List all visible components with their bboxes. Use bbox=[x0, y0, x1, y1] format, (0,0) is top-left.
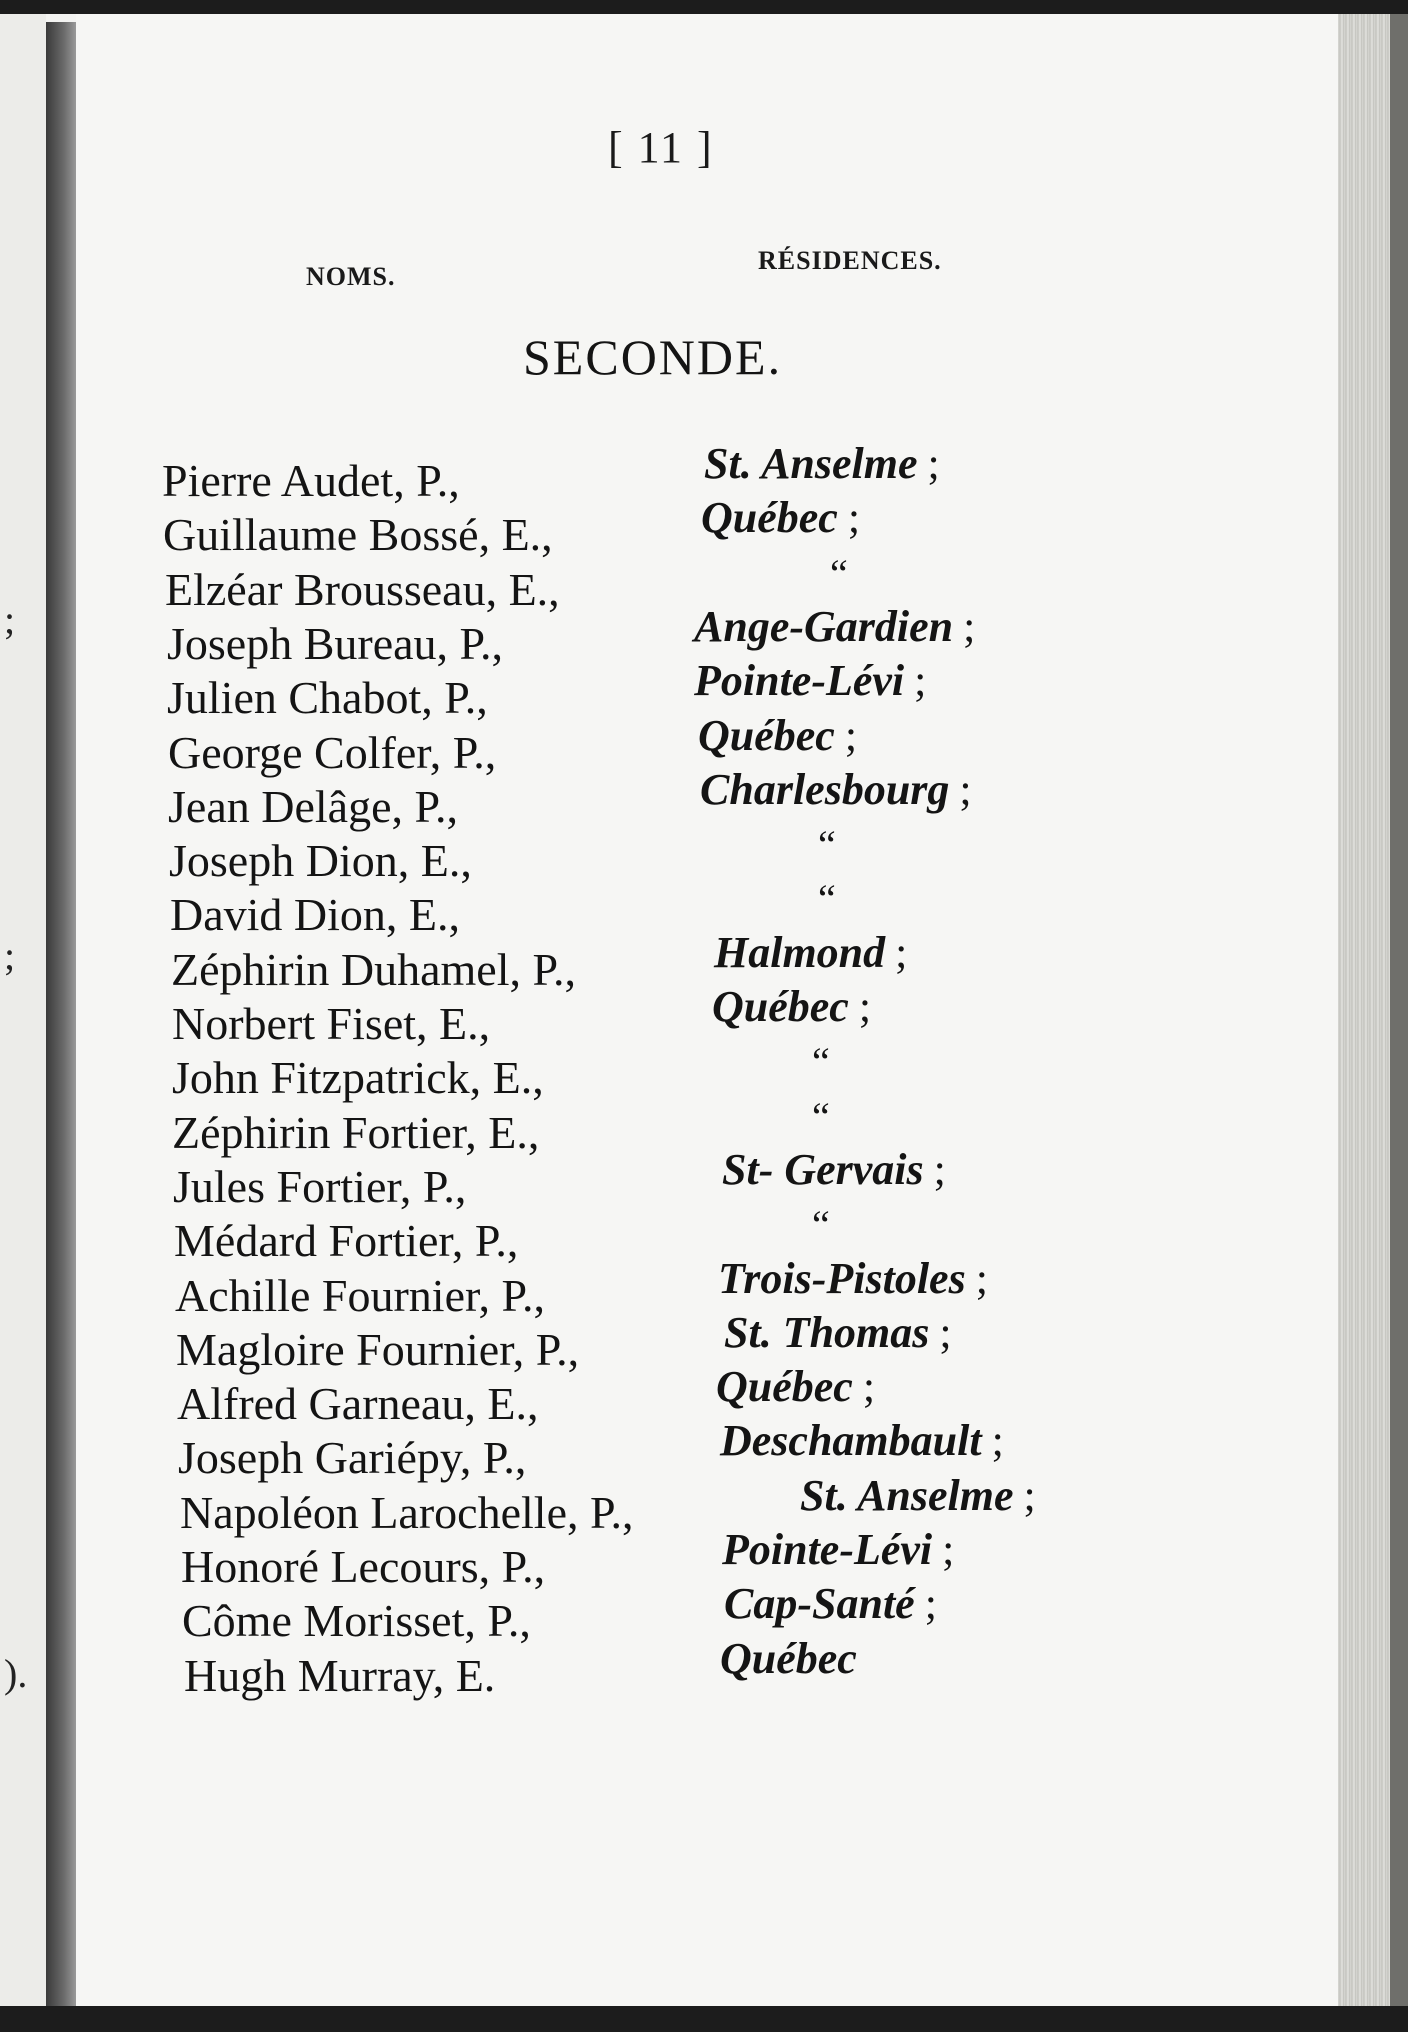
residence-separator: ; bbox=[959, 765, 972, 814]
residence-place: St. Anselme bbox=[704, 439, 918, 488]
entry-name: David Dion, E., bbox=[170, 889, 461, 940]
entry-name: Guillaume Bossé, E., bbox=[163, 509, 553, 560]
list-item bbox=[0, 551, 1338, 615]
residence-separator: ; bbox=[844, 711, 858, 760]
residence-separator: ; bbox=[991, 1416, 1004, 1465]
residence-separator: ; bbox=[1023, 1471, 1036, 1520]
residence-place: St. Anselme bbox=[800, 1471, 1014, 1520]
entry-residence bbox=[722, 1144, 946, 1195]
residence-place: Ange-Gardien bbox=[694, 602, 954, 651]
residence-place: Pointe-Lévi bbox=[722, 1525, 933, 1574]
list-item bbox=[0, 711, 1338, 778]
list-item bbox=[0, 1039, 1338, 1103]
residence-separator: ; bbox=[862, 1362, 876, 1411]
residence-separator: ; bbox=[924, 1579, 937, 1628]
residence-separator: ; bbox=[914, 656, 927, 705]
list-item bbox=[0, 1525, 1338, 1592]
entry-name: Joseph Bureau, P., bbox=[167, 618, 504, 669]
entry-residence bbox=[724, 1307, 952, 1358]
entry-residence bbox=[724, 1578, 937, 1629]
residence-place: Halmond bbox=[714, 928, 886, 977]
facing-page-mark: ). bbox=[4, 1651, 28, 1696]
list-item bbox=[0, 656, 1338, 723]
scan-frame-top bbox=[0, 0, 1408, 14]
entry-residence bbox=[720, 1633, 857, 1684]
entry-name: Julien Chabot, P., bbox=[167, 672, 488, 723]
list-item bbox=[0, 1308, 1338, 1375]
residence-separator: ; bbox=[975, 1254, 988, 1303]
entry-name: Zéphirin Duhamel, P., bbox=[171, 944, 576, 995]
entry-residence bbox=[698, 710, 857, 761]
entry-residence bbox=[830, 547, 848, 598]
entry-residence bbox=[722, 1524, 954, 1575]
list-item bbox=[0, 493, 1338, 560]
list-item bbox=[0, 602, 1338, 669]
residence-place: Trois-Pistoles bbox=[718, 1254, 966, 1303]
entry-residence bbox=[716, 1361, 875, 1412]
list-item bbox=[0, 1145, 1338, 1212]
residence-separator: ; bbox=[933, 1145, 946, 1194]
residences-column-header: RÉSIDENCES. bbox=[758, 246, 942, 275]
list-item bbox=[0, 1416, 1338, 1483]
list-item bbox=[0, 1254, 1338, 1321]
residence-place: Deschambault bbox=[720, 1416, 982, 1465]
residence-place: Québec bbox=[701, 493, 838, 542]
entry-name: Napoléon Larochelle, P., bbox=[180, 1487, 634, 1538]
list-item bbox=[0, 876, 1338, 940]
list-item bbox=[0, 1579, 1338, 1646]
entry-name: Elzéar Brousseau, E., bbox=[165, 564, 560, 615]
residence-place: Pointe-Lévi bbox=[694, 656, 905, 705]
entry-residence bbox=[694, 601, 975, 652]
entry-name: Joseph Gariépy, P., bbox=[178, 1432, 527, 1483]
list-item bbox=[0, 1202, 1338, 1266]
entry-name: Zéphirin Fortier, E., bbox=[172, 1107, 540, 1158]
entry-residence bbox=[694, 655, 926, 706]
entry-residence bbox=[704, 438, 940, 489]
entry-name: Magloire Fournier, P., bbox=[176, 1324, 580, 1375]
list-item bbox=[0, 1634, 1338, 1701]
ditto-mark: “ bbox=[812, 1202, 830, 1247]
entry-residence bbox=[800, 1470, 1036, 1521]
entry-name: Hugh Murray, E. bbox=[184, 1650, 496, 1701]
entry-residence bbox=[720, 1415, 1004, 1466]
scan-frame-bottom bbox=[0, 2006, 1408, 2032]
entry-residence bbox=[718, 1253, 988, 1304]
ditto-mark: “ bbox=[830, 551, 848, 596]
entry-name: Pierre Audet, P., bbox=[162, 455, 460, 506]
entry-residence bbox=[712, 981, 871, 1032]
entry-residence bbox=[700, 764, 972, 815]
ditto-mark: “ bbox=[812, 1094, 830, 1139]
entry-name: Médard Fortier, P., bbox=[174, 1215, 519, 1266]
entry-residence bbox=[812, 1090, 830, 1141]
list-item bbox=[0, 1362, 1338, 1429]
page-number: [ 11 ] bbox=[608, 123, 714, 172]
residence-place: Québec bbox=[720, 1634, 857, 1683]
residence-place: Cap-Santé bbox=[724, 1579, 915, 1628]
residence-separator: ; bbox=[858, 982, 872, 1031]
entry-name: Côme Morisset, P., bbox=[182, 1595, 531, 1646]
entry-name: Alfred Garneau, E., bbox=[177, 1378, 539, 1429]
entry-residence bbox=[818, 872, 836, 923]
residence-place: Québec bbox=[716, 1362, 853, 1411]
residence-place: St. Thomas bbox=[724, 1308, 930, 1357]
residence-place: Québec bbox=[712, 982, 849, 1031]
names-column-header: NOMS. bbox=[306, 262, 396, 291]
entry-residence bbox=[818, 818, 836, 869]
residence-place: Québec bbox=[698, 711, 835, 760]
entry-name: George Colfer, P., bbox=[168, 727, 497, 778]
facing-page-mark: ; bbox=[4, 597, 16, 642]
residence-separator: ; bbox=[847, 493, 861, 542]
list-item bbox=[0, 439, 1338, 506]
list-item bbox=[0, 1471, 1338, 1538]
entry-residence bbox=[714, 927, 907, 978]
entry-residence bbox=[812, 1035, 830, 1086]
ditto-mark: “ bbox=[818, 876, 836, 921]
residence-place: Charlesbourg bbox=[700, 765, 950, 814]
entry-residence bbox=[812, 1198, 830, 1249]
list-item bbox=[0, 822, 1338, 886]
ditto-mark: “ bbox=[812, 1039, 830, 1084]
entry-name: Jean Delâge, P., bbox=[168, 781, 458, 832]
facing-page-mark: ; bbox=[4, 933, 16, 978]
residence-place: St- Gervais bbox=[722, 1145, 924, 1194]
entry-name: Honoré Lecours, P., bbox=[181, 1541, 546, 1592]
section-title: SECONDE. bbox=[523, 329, 783, 385]
residence-separator: ; bbox=[927, 439, 940, 488]
ditto-mark: “ bbox=[818, 822, 836, 867]
entry-name: Joseph Dion, E., bbox=[169, 835, 472, 886]
list-item bbox=[0, 928, 1338, 995]
list-item bbox=[0, 1094, 1338, 1158]
entry-name: Achille Fournier, P., bbox=[175, 1270, 545, 1321]
residence-separator: ; bbox=[942, 1525, 955, 1574]
residence-separator: ; bbox=[963, 602, 976, 651]
entry-name: Jules Fortier, P., bbox=[173, 1161, 467, 1212]
entry-name: John Fitzpatrick, E., bbox=[172, 1052, 544, 1103]
residence-separator: ; bbox=[939, 1308, 952, 1357]
page-stack-edge bbox=[1338, 14, 1408, 2006]
list-item bbox=[0, 982, 1338, 1049]
entry-residence bbox=[701, 492, 860, 543]
list-item bbox=[0, 765, 1338, 832]
residence-separator: ; bbox=[895, 928, 908, 977]
entry-name: Norbert Fiset, E., bbox=[172, 998, 491, 1049]
